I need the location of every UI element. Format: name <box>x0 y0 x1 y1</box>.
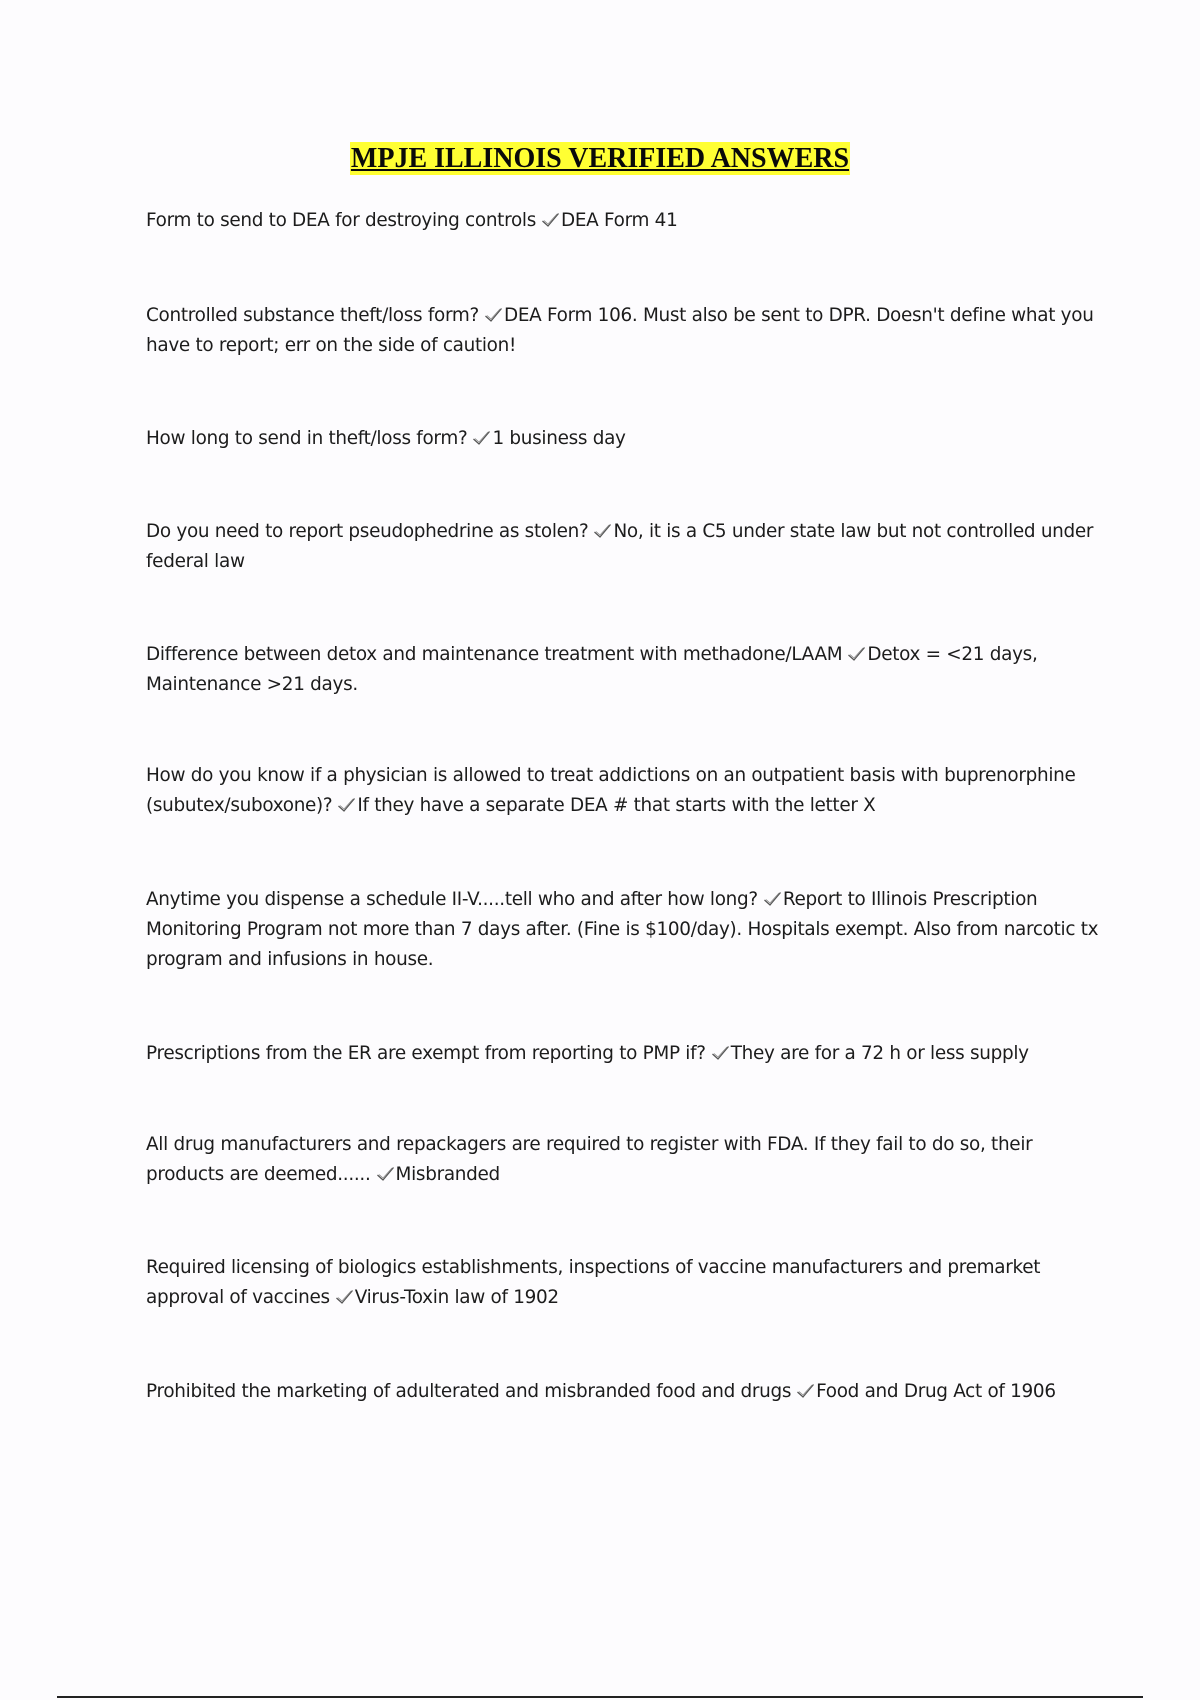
qa-item <box>146 517 1106 577</box>
question-text: Prohibited the marketing of adulterated and misbranded food and drugs <box>146 1381 792 1402</box>
title-container <box>0 142 1200 175</box>
footer-divider <box>57 1696 1143 1698</box>
checkmark-icon <box>335 1289 354 1305</box>
qa-item <box>146 301 1106 361</box>
checkmark-icon <box>847 646 866 662</box>
answer-text: They are for a 72 h or less supply <box>730 1043 1029 1064</box>
question-text: Required licensing of biologics establishments, inspections of vaccine manufacturers and premarket approval of vaccines <box>146 1257 1041 1308</box>
qa-item <box>146 885 1106 975</box>
answer-text: Virus-Toxin law of 1902 <box>354 1287 559 1308</box>
question-text: Form to send to DEA for destroying controls <box>146 210 536 231</box>
answer-text: Food and Drug Act of 1906 <box>816 1381 1056 1402</box>
question-text: All drug manufacturers and repackagers are required to register with FDA. If they fail to do so, their products are deemed...... <box>146 1134 1033 1185</box>
answer-text: No, it is a C5 under state law but not controlled under federal law <box>146 521 1094 572</box>
answer-text: DEA Form 106. Must also be sent to DPR. Doesn't define what you have to report; err on the side of caution! <box>146 305 1094 356</box>
qa-item <box>146 206 1106 236</box>
qa-item <box>146 1130 1106 1190</box>
question-text: Controlled substance theft/loss form? <box>146 305 479 326</box>
answer-text: 1 business day <box>492 428 626 449</box>
qa-item <box>146 1253 1106 1313</box>
checkmark-icon <box>796 1383 815 1399</box>
question-text: Anytime you dispense a schedule II-V.....tell who and after how long? <box>146 889 758 910</box>
checkmark-icon <box>472 430 491 446</box>
page-title: MPJE ILLINOIS VERIFIED ANSWERS <box>350 143 850 174</box>
qa-item <box>146 1039 1106 1069</box>
question-text: Difference between detox and maintenance treatment with methadone/LAAM <box>146 644 843 665</box>
question-text: How do you know if a physician is allowed to treat addictions on an outpatient basis with buprenorphine (subutex/suboxone)? <box>146 765 1076 816</box>
answer-text: Misbranded <box>395 1164 500 1185</box>
question-text: How long to send in theft/loss form? <box>146 428 468 449</box>
answer-text: DEA Form 41 <box>561 210 678 231</box>
checkmark-icon <box>541 212 560 228</box>
question-text: Do you need to report pseudophedrine as stolen? <box>146 521 589 542</box>
answer-text: Report to Illinois Prescription Monitoring Program not more than 7 days after. (Fine is $100/day). Hospitals exempt. Also from narcotic tx program and infusions in house. <box>146 889 1099 970</box>
checkmark-icon <box>593 523 612 539</box>
answer-text: If they have a separate DEA # that starts with the letter X <box>357 795 876 816</box>
checkmark-icon <box>376 1166 395 1182</box>
qa-item <box>146 761 1106 821</box>
checkmark-icon <box>337 797 356 813</box>
checkmark-icon <box>763 891 782 907</box>
qa-item <box>146 640 1106 700</box>
checkmark-icon <box>484 307 503 323</box>
question-text: Prescriptions from the ER are exempt from reporting to PMP if? <box>146 1043 706 1064</box>
qa-item <box>146 424 1106 454</box>
checkmark-icon <box>711 1045 730 1061</box>
qa-item <box>146 1377 1106 1407</box>
answer-text: Detox = <21 days, Maintenance >21 days. <box>146 644 1038 695</box>
